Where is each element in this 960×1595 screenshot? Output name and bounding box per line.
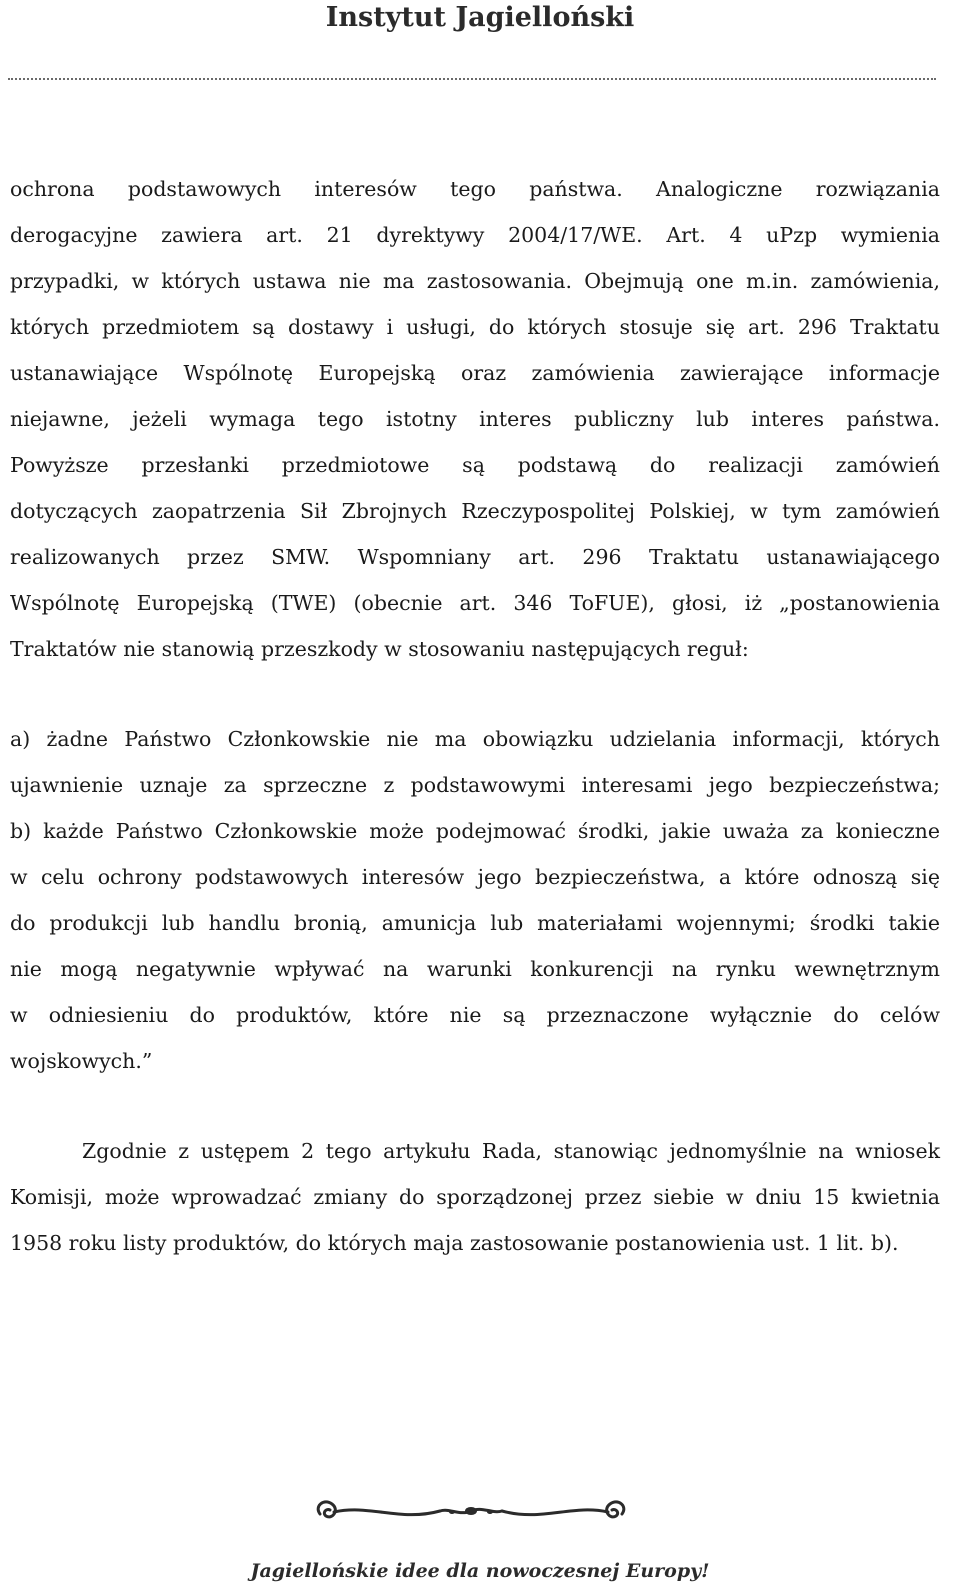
- footer-motto: Jagiellońskie idee dla nowoczesnej Europy!: [250, 1560, 710, 1582]
- text-line: do produkcji lub handlu bronią, amunicja lub materiałami wojennymi; środki takie: [10, 911, 940, 935]
- text-line: a) żadne Państwo Członkowskie nie ma obowiązku udzielania informacji, których: [10, 727, 940, 751]
- text-line: b) każde Państwo Członkowskie może podejmować środki, jakie uważa za konieczne: [10, 819, 940, 843]
- text-line: nie mogą negatywnie wpływać na warunki konkurencji na rynku wewnętrznym: [10, 957, 940, 981]
- text-line: Traktatów nie stanowią przeszkody w stosowaniu następujących reguł:: [10, 637, 749, 661]
- paragraph-1: [10, 166, 940, 672]
- text-line: których przedmiotem są dostawy i usługi, do których stosuje się art. 296 Traktatu: [10, 315, 940, 339]
- text-line: niejawne, jeżeli wymaga tego istotny interes publiczny lub interes państwa.: [10, 407, 940, 431]
- text-line: Wspólnotę Europejską (TWE) (obecnie art. 346 ToFUE), głosi, iż „postanowienia: [10, 591, 940, 615]
- text-line: wojskowych.”: [10, 1049, 153, 1073]
- text-line: dotyczących zaopatrzenia Sił Zbrojnych Rzeczypospolitej Polskiej, w tym zamówień: [10, 499, 940, 523]
- text-line: ochrona podstawowych interesów tego państwa. Analogiczne rozwiązania: [10, 177, 940, 201]
- paragraph-3: [10, 1128, 940, 1266]
- text-line: 1958 roku listy produktów, do których maja zastosowanie postanowienia ust. 1 lit. b).: [10, 1231, 899, 1255]
- text-line: ujawnienie uznaje za sprzeczne z podstawowymi interesami jego bezpieczeństwa;: [10, 773, 940, 797]
- document-body: [10, 166, 940, 1266]
- text-line: Komisji, może wprowadzać zmiany do sporządzonej przez siebie w dniu 15 kwietnia: [10, 1185, 940, 1209]
- text-line: ustanawiające Wspólnotę Europejską oraz zamówienia zawierające informacje: [10, 361, 940, 385]
- text-line: w odniesieniu do produktów, które nie są przeznaczone wyłącznie do celów: [10, 1003, 940, 1027]
- text-line: derogacyjne zawiera art. 21 dyrektywy 2004/17/WE. Art. 4 uPzp wymienia: [10, 223, 940, 247]
- page-header-title: Instytut Jagielloński: [325, 2, 635, 33]
- paragraph-2-quote: [10, 716, 940, 1084]
- text-line: realizowanych przez SMW. Wspomniany art. 296 Traktatu ustanawiającego: [10, 545, 940, 569]
- text-line: Powyższe przesłanki przedmiotowe są podstawą do realizacji zamówień: [10, 453, 940, 477]
- text-line: przypadki, w których ustawa nie ma zastosowania. Obejmują one m.in. zamówienia,: [10, 269, 940, 293]
- text-line: Zgodnie z ustępem 2 tego artykułu Rada, stanowiąc jednomyślnie na wniosek: [82, 1139, 940, 1163]
- text-line: w celu ochrony podstawowych interesów jego bezpieczeństwa, a które odnoszą się: [10, 865, 940, 889]
- header-divider: [8, 78, 936, 80]
- decorative-flourish-icon: [310, 1494, 632, 1528]
